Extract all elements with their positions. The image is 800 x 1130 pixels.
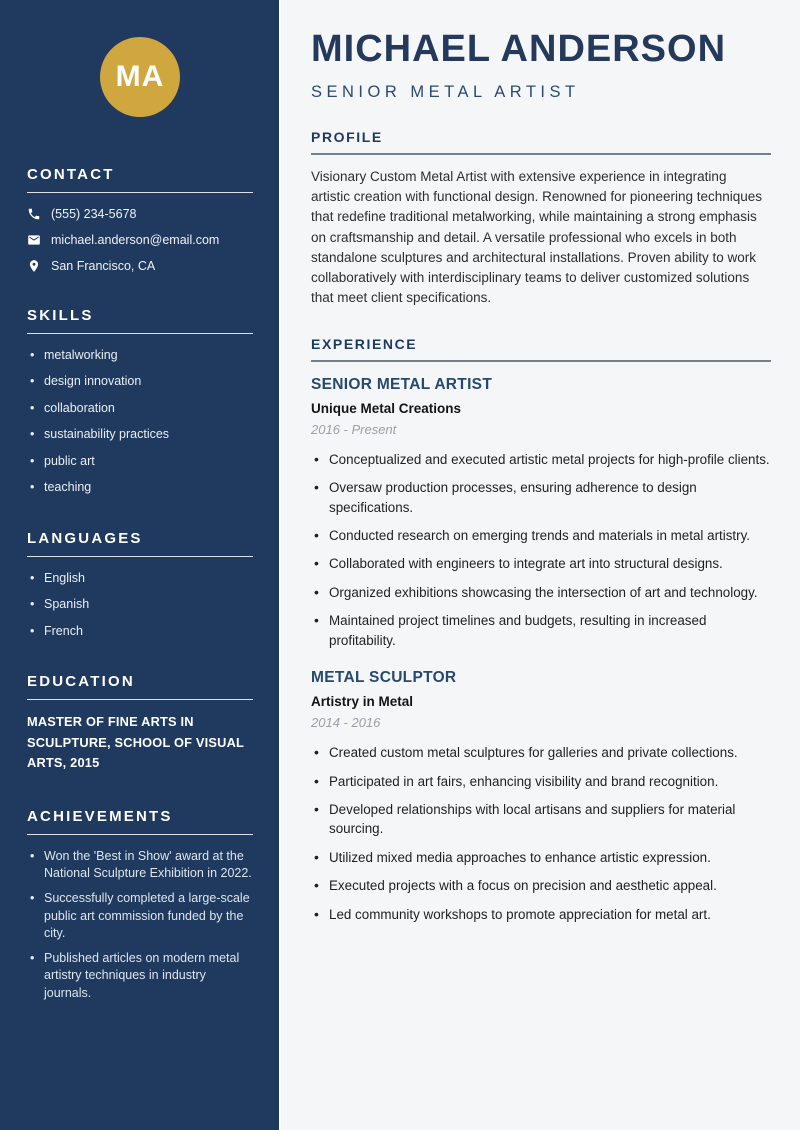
job-bullet: • Organized exhibitions showcasing the intersection of art and technology. bbox=[311, 583, 771, 602]
job-company: Artistry in Metal bbox=[311, 694, 414, 710]
job-bullet: • Conducted research on emerging trends and materials in metal artistry. bbox=[311, 526, 771, 545]
job-company: Unique Metal Creations bbox=[311, 400, 462, 416]
skills-section bbox=[27, 307, 253, 496]
skill-item: • sustainability practices bbox=[27, 426, 253, 443]
contact-email-value: michael.anderson@email.com bbox=[51, 233, 220, 247]
contact-email bbox=[27, 233, 253, 247]
job-bullet-list bbox=[311, 450, 771, 651]
job-bullet: • Utilized mixed media approaches to enhance artistic expression. bbox=[311, 848, 771, 867]
contact-heading: CONTACT bbox=[27, 166, 253, 193]
languages-section bbox=[27, 530, 253, 640]
contact-location bbox=[27, 259, 253, 273]
main-content bbox=[281, 0, 800, 1130]
language-item: • Spanish bbox=[27, 596, 253, 613]
job-bullet: • Participated in art fairs, enhancing visibility and brand recognition. bbox=[311, 772, 771, 791]
candidate-title: SENIOR METAL ARTIST bbox=[311, 82, 580, 101]
job-bullet: • Collaborated with engineers to integrate art into structural designs. bbox=[311, 554, 771, 573]
achievements-heading: ACHIEVEMENTS bbox=[27, 808, 253, 835]
skills-heading: SKILLS bbox=[27, 307, 253, 334]
avatar bbox=[100, 37, 180, 117]
achievements-section bbox=[27, 808, 253, 1002]
job-dates: 2014 - 2016 bbox=[311, 715, 381, 731]
skill-item: • collaboration bbox=[27, 400, 253, 417]
job-title: METAL SCULPTOR bbox=[311, 669, 457, 687]
location-pin-icon bbox=[27, 259, 41, 273]
job-bullet: • Conceptualized and executed artistic metal projects for high-profile clients. bbox=[311, 450, 771, 469]
skill-item: • design innovation bbox=[27, 373, 253, 390]
education-heading: EDUCATION bbox=[27, 673, 253, 700]
job-bullet-list bbox=[311, 743, 771, 924]
contact-section bbox=[27, 166, 253, 273]
job-dates: 2016 - Present bbox=[311, 421, 397, 437]
mail-icon bbox=[27, 233, 41, 247]
skill-item: • public art bbox=[27, 453, 253, 470]
job-bullet: • Oversaw production processes, ensuring adherence to design specifications. bbox=[311, 478, 771, 517]
job-bullet: • Led community workshops to promote appreciation for metal art. bbox=[311, 905, 771, 924]
contact-phone bbox=[27, 207, 253, 221]
education-degree: MASTER OF FINE ARTS IN SCULPTURE, SCHOOL OF VISUAL ARTS, 2015 bbox=[27, 714, 244, 771]
profile-section bbox=[311, 129, 771, 309]
experience-heading: EXPERIENCE bbox=[311, 336, 771, 362]
skills-list bbox=[27, 347, 253, 496]
contact-list bbox=[27, 207, 253, 273]
skill-item: • metalworking bbox=[27, 347, 253, 364]
profile-text: Visionary Custom Metal Artist with extensive experience in integrating artistic creation with functional design. Renowned for pioneering techniques that redefine traditional metalworking, while maintaining a strong emphasis on craftsmanship and detail. A versatile professional who excels in both standalone sculptures and architectural installations. Proven ability to work collaboratively with interdisciplinary teams to deliver customized solutions that meet client specifications. bbox=[311, 168, 763, 306]
experience-job-1 bbox=[311, 376, 771, 651]
avatar-initials: MA bbox=[115, 60, 165, 93]
contact-phone-value: (555) 234-5678 bbox=[51, 207, 137, 221]
experience-job-2 bbox=[311, 669, 771, 924]
profile-heading: PROFILE bbox=[311, 129, 771, 155]
job-title: SENIOR METAL ARTIST bbox=[311, 375, 493, 393]
achievement-item: • Won the 'Best in Show' award at the National Sculpture Exhibition in 2022. bbox=[27, 848, 253, 883]
achievement-item: • Published articles on modern metal artistry techniques in industry journals. bbox=[27, 950, 253, 1002]
education-section bbox=[27, 673, 253, 773]
languages-heading: LANGUAGES bbox=[27, 530, 253, 557]
achievement-item: • Successfully completed a large-scale public art commission funded by the city. bbox=[27, 890, 253, 942]
language-item: • French bbox=[27, 623, 253, 640]
sidebar bbox=[0, 0, 281, 1130]
skill-item: • teaching bbox=[27, 479, 253, 496]
candidate-name: MICHAEL ANDERSON bbox=[311, 28, 727, 70]
job-bullet: • Created custom metal sculptures for galleries and private collections. bbox=[311, 743, 771, 762]
phone-icon bbox=[27, 207, 41, 221]
languages-list bbox=[27, 570, 253, 640]
job-bullet: • Developed relationships with local artisans and suppliers for material sourcing. bbox=[311, 800, 771, 839]
job-bullet: • Executed projects with a focus on precision and aesthetic appeal. bbox=[311, 876, 771, 895]
contact-location-value: San Francisco, CA bbox=[51, 259, 156, 273]
experience-section bbox=[311, 336, 771, 925]
language-item: • English bbox=[27, 570, 253, 587]
achievements-list bbox=[27, 848, 253, 1002]
job-bullet: • Maintained project timelines and budgets, resulting in increased profitability. bbox=[311, 611, 771, 650]
